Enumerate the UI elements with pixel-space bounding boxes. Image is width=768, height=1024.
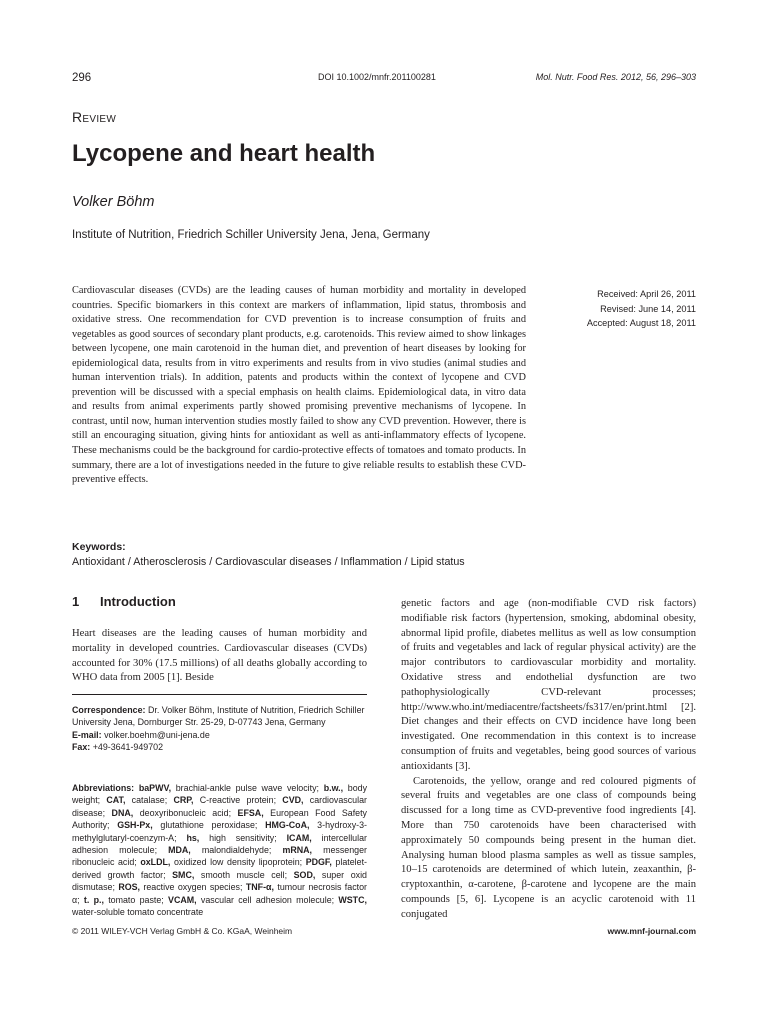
fax-label: Fax:: [72, 742, 91, 753]
abbreviation-definition: tomato paste;: [103, 894, 169, 905]
abbreviation-definition: body weight;: [72, 783, 368, 806]
abstract: Cardiovascular diseases (CVDs) are the leading causes of human morbidity and mortality in developed countries. Specific biomarkers in this context are markers of inflammation, lipid status, thrombosis and oxidative stress. One recommendation for CVD prevention is to increase consumption of fruits and vegetables as good sources of secondary plant products, e.g. carotenoids. This review aimed to show linkages between lycopene, one main carotenoid in the human diet, and prevention of heart diseases by looking for epidemiological data, results from in vitro experiments and results from in vivo studies (animal studies and human intervention trials). In addition, patents and products within the context of lycopene and CVD prevention will be discussed with a special emphasis on health claims. Epidemiological data, in vitro data and results from animal experiments partly showed promising preventive mechanisms of lycopene. In contrast, until now, human intervention studies mostly failed to show any CVD prevention. However, there is still an encouraging situation, giving hints for antioxidant as well as anti-inflammatory effects of lycopene. These mechanisms could be the background for cardio-protective effects of tomatoes and tomato products. In summary, there are a lot of investigations needed in the future to give reliable results to establish these CVD-preventive effects.: [72, 285, 526, 486]
abbreviation-term: b.w.,: [323, 783, 344, 793]
copyright: © 2011 WILEY-VCH Verlag GmbH & Co. KGaA, Weinheim: [72, 926, 293, 936]
email-label: E-mail:: [72, 729, 102, 740]
abbreviation-term: SMC,: [172, 869, 195, 880]
abbreviations: [72, 782, 367, 918]
email-address[interactable]: volker.boehm@uni-jena.de: [104, 729, 210, 740]
abbreviation-term: hs,: [186, 832, 200, 843]
section-title: Introduction: [100, 594, 176, 609]
abbreviation-term: t. p.,: [83, 894, 104, 905]
abbreviation-definition: European Food Safety Authority;: [72, 807, 367, 831]
paragraph: genetic factors and age (non-modifiable CVD risk factors) modifiable risk factors (hypertension, smoking, abdominal obesity, abnormal lipid profile, diabetes mellitus as well as low consumption of fruits and vegetables and lack of regular physical activity) are the major contributors to cardiovascular morbidity and mortality. Oxidative stress and endothelial dysfunction are two pathophysiologically CVD-relevant processes; http://www.who.int/mediacentre/factsheets/fs317/en/print.html [2]. Diet changes and their effects on CVD incidence have long been investigated. One recommendation in this context is to increase consumption of fruits and vegetables, being good sources of various antioxidants [3].: [401, 598, 696, 772]
abbreviation-term: ROS,: [118, 882, 141, 893]
received-date: Received: April 26, 2011: [597, 289, 696, 299]
abbreviation-term: CRP,: [173, 795, 194, 806]
fax-line: [72, 741, 367, 753]
abbreviation-term: CAT,: [106, 795, 126, 806]
email-line: [72, 729, 367, 741]
abbreviation-definition: malondialdehyde;: [190, 845, 283, 856]
intro-left-text: Heart diseases are the leading causes of human morbidity and mortality in developed countries. Cardiovascular diseases (CVDs) accounted for 30% (17.5 millions) of all deaths globally according to WHO data from 2005 [1]. Beside: [72, 628, 367, 684]
abbreviation-definition: oxidized low density lipoprotein;: [170, 857, 306, 868]
section-heading: [72, 594, 176, 609]
abbreviation-definition: platelet-derived growth factor;: [72, 857, 367, 880]
abbreviation-term: baPWV,: [138, 783, 172, 793]
abbreviation-definition: vascular cell adhesion molecule;: [196, 894, 339, 905]
abbreviation-definition: water-soluble tomato concentrate: [72, 907, 204, 918]
abbreviation-definition: tumour necrosis factor α;: [72, 882, 367, 905]
abbreviation-term: MDA,: [168, 845, 191, 856]
article-title: Lycopene and heart health: [72, 140, 376, 167]
abbreviation-term: TNF-α,: [245, 882, 274, 893]
journal-website[interactable]: www.mnf-journal.com: [607, 926, 696, 936]
abbreviation-term: GSH-Px,: [117, 820, 153, 831]
correspondence-address: Dr. Volker Böhm, Institute of Nutrition, Friedrich Schiller University Jena, Dornburger Str. 25-29, D-07743 Jena, Germany: [72, 705, 365, 728]
paragraph: Carotenoids, the yellow, orange and red coloured pigments of several fruits and vegetables are one class of compounds being discussed for a long time as CVD-preventive food ingredients [4]. More than 750 carotenoids have been characterised with approximately 50 compounds being present in the human diet. Analysing human blood plasma samples as well as tissue samples, 10–15 carotenoids are determined of which lutein, zeaxanthin, β-cryptoxanthin, α-carotene, β-carotene and lycopene are the main compounds [5, 6]. Lycopene is an acyclic carotenoid with 11 conjugated: [401, 775, 696, 920]
abbreviation-definition: 3-hydroxy-3-methylglutaryl-coenzym-A;: [72, 820, 367, 843]
keywords: Antioxidant / Atherosclerosis / Cardiovascular diseases / Inflammation / Lipid status: [72, 556, 465, 568]
abbreviation-term: VCAM,: [168, 894, 197, 905]
abbreviation-definition: smooth muscle cell;: [194, 869, 294, 880]
abbreviation-term: HMG-CoA,: [265, 820, 310, 831]
abbreviation-term: DNA,: [111, 807, 134, 818]
abbreviation-term: PDGF,: [305, 857, 332, 868]
article-type: Review: [72, 109, 117, 125]
abbreviation-definition: C-reactive protein;: [193, 795, 283, 806]
abbreviation-term: oxLDL,: [140, 857, 171, 868]
fax-number: +49-3641-949702: [92, 742, 164, 753]
abbreviation-definition: intercellular adhesion molecule;: [72, 832, 367, 856]
abbreviation-definition: super oxid dismutase;: [72, 869, 367, 893]
abbreviations-label: Abbreviations:: [72, 783, 135, 793]
abbreviation-term: SOD,: [293, 869, 316, 880]
abbreviation-term: EFSA,: [237, 807, 264, 818]
revised-date: Revised: June 14, 2011: [600, 303, 696, 314]
abbreviations-list: [72, 783, 367, 917]
affiliation: Institute of Nutrition, Friedrich Schiller University Jena, Jena, Germany: [72, 229, 430, 241]
section-number: 1: [72, 594, 80, 609]
article-dates: [548, 287, 696, 331]
accepted-date: Accepted: August 18, 2011: [586, 318, 696, 328]
keywords-label: Keywords:: [72, 541, 126, 553]
abbreviation-definition: brachial-ankle pulse wave velocity;: [171, 783, 324, 793]
doi: DOI 10.1002/mnfr.201100281: [318, 72, 436, 82]
abbreviation-definition: high sensitivity;: [199, 832, 287, 843]
abbreviation-definition: messenger ribonucleic acid;: [72, 845, 367, 868]
page-number: 296: [72, 72, 92, 84]
abbreviation-definition: catalase;: [125, 795, 174, 806]
right-column: [401, 597, 696, 923]
abbreviation-term: ICAM,: [286, 832, 312, 843]
correspondence-line: [72, 704, 367, 729]
abbreviation-term: WSTC,: [338, 894, 367, 905]
abbreviation-term: CVD,: [282, 795, 304, 806]
footnote-divider: [72, 694, 367, 695]
abbreviation-definition: cardiovascular disease;: [72, 795, 367, 818]
abbreviation-definition: glutathione peroxidase;: [152, 820, 266, 831]
abbreviation-definition: deoxyribonucleic acid;: [133, 807, 238, 818]
author: Volker Böhm: [72, 194, 155, 210]
abbreviation-term: mRNA,: [282, 845, 313, 856]
correspondence-label: Correspondence:: [72, 705, 146, 715]
correspondence: [72, 704, 367, 754]
abbreviation-definition: reactive oxygen species;: [140, 882, 246, 893]
journal-citation: Mol. Nutr. Food Res. 2012, 56, 296–303: [535, 72, 696, 82]
